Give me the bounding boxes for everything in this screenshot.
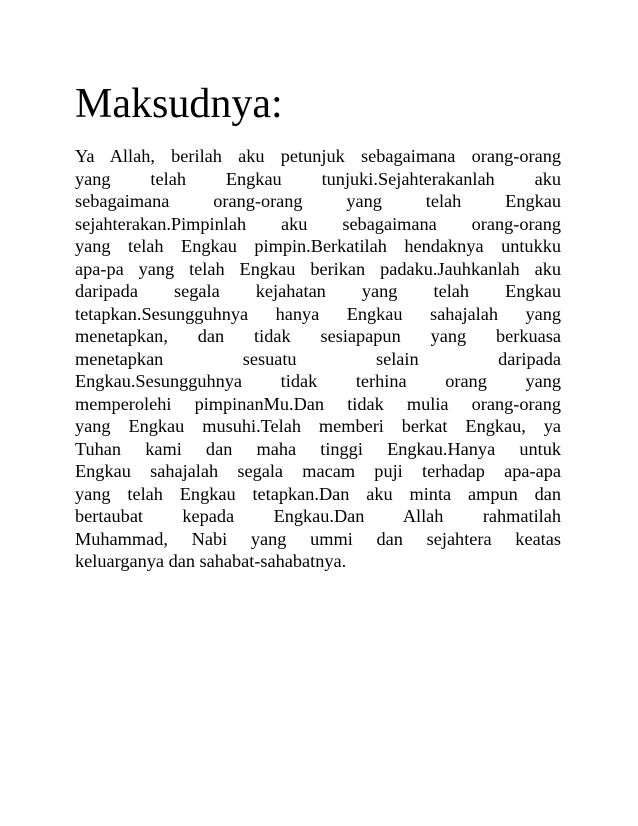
text-line: yang telah Engkau tunjuki.Sejahterakanlah aku [75, 168, 561, 189]
text-line: Muhammad, Nabi yang ummi dan sejahtera keatas [75, 528, 561, 549]
text-line: yang telah Engkau pimpin.Berkatilah hendaknya untukku [75, 236, 561, 256]
text-line: Ya Allah, berilah aku petunjuk sebagaimana orang-orang [75, 146, 561, 166]
text-line: yang telah Engkau tetapkan.Dan aku minta ampun dan [75, 483, 561, 504]
text-line: menetapkan, dan tidak sesiapapun yang berkuasa [75, 326, 561, 346]
text-line: daripada segala kejahatan yang telah Engkau [75, 281, 561, 301]
text-line: apa-pa yang telah Engkau berikan padaku.Jauhkanlah aku [75, 258, 561, 279]
text-line: yang Engkau musuhi.Telah memberi berkat Engkau, ya [75, 416, 561, 436]
text-line: Tuhan kami dan maha tinggi Engkau.Hanya untuk [75, 438, 561, 459]
text-line: memperolehi pimpinanMu.Dan tidak mulia orang-orang [75, 393, 561, 414]
text-line: Engkau sahajalah segala macam puji terhadap apa-apa [75, 461, 561, 481]
text-line: Engkau.Sesungguhnya tidak terhina orang yang [75, 371, 561, 391]
page-heading: Maksudnya: [75, 81, 283, 127]
text-line: keluarganya dan sahabat-sahabatnya. [75, 551, 347, 571]
text-line: bertaubat kepada Engkau.Dan Allah rahmatilah [75, 506, 561, 526]
text-line: menetapkan sesuatu selain daripada [75, 348, 561, 369]
text-line: sebagaimana orang-orang yang telah Engkau [75, 191, 561, 211]
text-line: tetapkan.Sesungguhnya hanya Engkau sahajalah yang [75, 303, 561, 324]
prayer-meaning-paragraph [75, 145, 561, 573]
text-line: sejahterakan.Pimpinlah aku sebagaimana orang-orang [75, 213, 561, 234]
